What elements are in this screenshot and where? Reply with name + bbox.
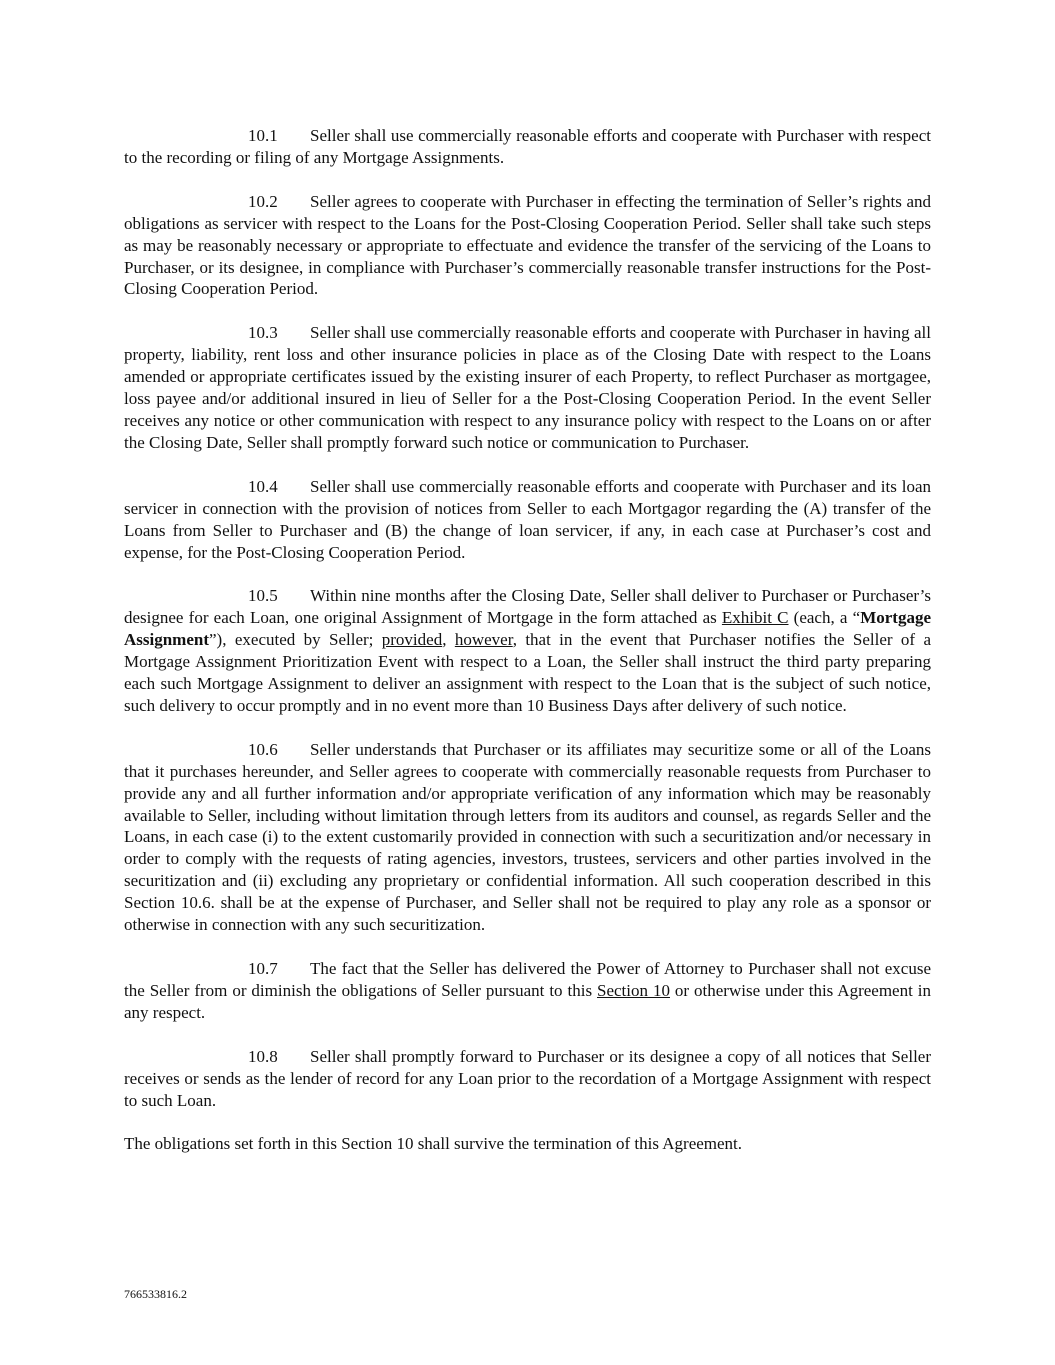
section-number: 10.5 <box>248 586 278 606</box>
section-text-part: ”), executed by Seller; <box>209 630 382 650</box>
section-number: 10.6 <box>248 739 278 759</box>
section-text-part: or otherwise under this Agreement in any respect. <box>124 980 931 1022</box>
section-text-part: Within nine months after the Closing Date, Seller shall deliver to Purchaser or Purchaser’s designee for each Loan, one original Assignment of Mortgage in the form attached as <box>124 586 931 628</box>
section-text: Seller shall use commercially reasonable efforts and cooperate with Purchaser with respect to the recording or filing of any Mortgage Assignments. <box>124 126 931 167</box>
section-10-reference: Section 10 <box>597 980 670 1000</box>
provided-term: provided <box>381 630 443 650</box>
closing-statement: The obligations set forth in this Section 10 shall survive the termination of this Agreement. <box>124 1134 743 1154</box>
exhibit-c-reference: Exhibit C <box>721 608 789 628</box>
section-number: 10.1 <box>248 126 278 145</box>
section-number: 10.3 <box>248 323 278 343</box>
section-text-part: , that in the event that Purchaser notifies the Seller of a Mortgage Assignment Prioritization Event with respect to a Loan, the Seller shall instruct the third party preparing each such Mortgage Assignment to deliver an assignment with respect to the Loan that is the subject of such notice, such delivery to occur promptly and in no event more than 10 Business Days after delivery of such notice. <box>124 630 931 715</box>
section-text-part: , <box>442 630 455 650</box>
section-text-part: The fact that the Seller has delivered the Power of Attorney to Purchaser shall not excuse the Seller from or diminish the obligations of Seller pursuant to this <box>124 959 931 1000</box>
section-number: 10.8 <box>248 1046 278 1066</box>
section-10-1 <box>124 125 931 169</box>
section-text: Seller shall promptly forward to Purchaser or its designee a copy of all notices that Seller receives or sends as the lender of record for any Loan prior to the recordation of a Mortgage Assignment with respect to such Loan. <box>124 1046 931 1110</box>
document-id-footer: 766533816.2 <box>124 1287 187 1301</box>
section-10-7 <box>124 958 931 1024</box>
section-number: 10.7 <box>248 959 278 978</box>
section-text-part: (each, a “ <box>788 608 861 628</box>
document-body <box>124 125 931 1155</box>
section-10-6 <box>124 739 931 936</box>
section-10-2 <box>124 191 931 301</box>
section-10-4 <box>124 476 931 564</box>
however-term: however <box>454 630 513 650</box>
section-text: Seller shall use commercially reasonable efforts and cooperate with Purchaser and its loan servicer in connection with the provision of notices from Seller to each Mortgagor regarding the (A) transfer of the Loans from Seller to Purchaser and (B) the change of loan servicer, if any, in each case at Purchaser’s cost and expense, for the Post-Closing Cooperation Period. <box>124 476 931 562</box>
section-10-5 <box>124 585 931 716</box>
section-10-3 <box>124 322 931 453</box>
section-text: Seller shall use commercially reasonable efforts and cooperate with Purchaser in having all property, liability, rent loss and other insurance policies in place as of the Closing Date with respect to the Loans amended or appropriate certificates issued by the existing insurer of each Property, to reflect Purchaser as mortgagee, loss payee and/or additional insured in lieu of Seller for a the Post-Closing Cooperation Period. In the event Seller receives any notice or other communication with respect to any insurance policy with respect to the Loans on or after the Closing Date, Seller shall promptly forward such notice or communication to Purchaser. <box>124 323 931 452</box>
section-10-8 <box>124 1046 931 1112</box>
section-number: 10.2 <box>248 191 278 211</box>
section-text: Seller understands that Purchaser or its affiliates may securitize some or all of the Loans that it purchases hereunder, and Seller agrees to cooperate with commercially reasonable requests from Purchaser to provide any and all further information and/or appropriate verification of any information which may be reasonably available to Seller, including without limitation through letters from its auditors and counsel, as regards Seller and the Loans, in each case (i) to the extent customarily provided in connection with such a securitization and/or necessary in order to comply with the requests of rating agencies, investors, trustees, servicers and other parties involved in the securitization and (ii) excluding any proprietary or confidential information. All such cooperation described in this Section 10.6. shall be at the expense of Purchaser, and Seller shall not be required to play any role as a sponsor or otherwise in connection with any such securitization. <box>124 739 931 935</box>
defined-term-mortgage-assignment: Mortgage Assignment <box>124 608 931 650</box>
section-number: 10.4 <box>248 476 278 496</box>
section-text: Seller agrees to cooperate with Purchaser in effecting the termination of Seller’s rights and obligations as servicer with respect to the Loans for the Post-Closing Cooperation Period. Seller shall take such steps as may be reasonably necessary or appropriate to effectuate and evidence the transfer of the servicing of the Loans to Purchaser, or its designee, in compliance with Purchaser’s commercially reasonable transfer instructions for the Post-Closing Cooperation Period. <box>124 191 931 299</box>
